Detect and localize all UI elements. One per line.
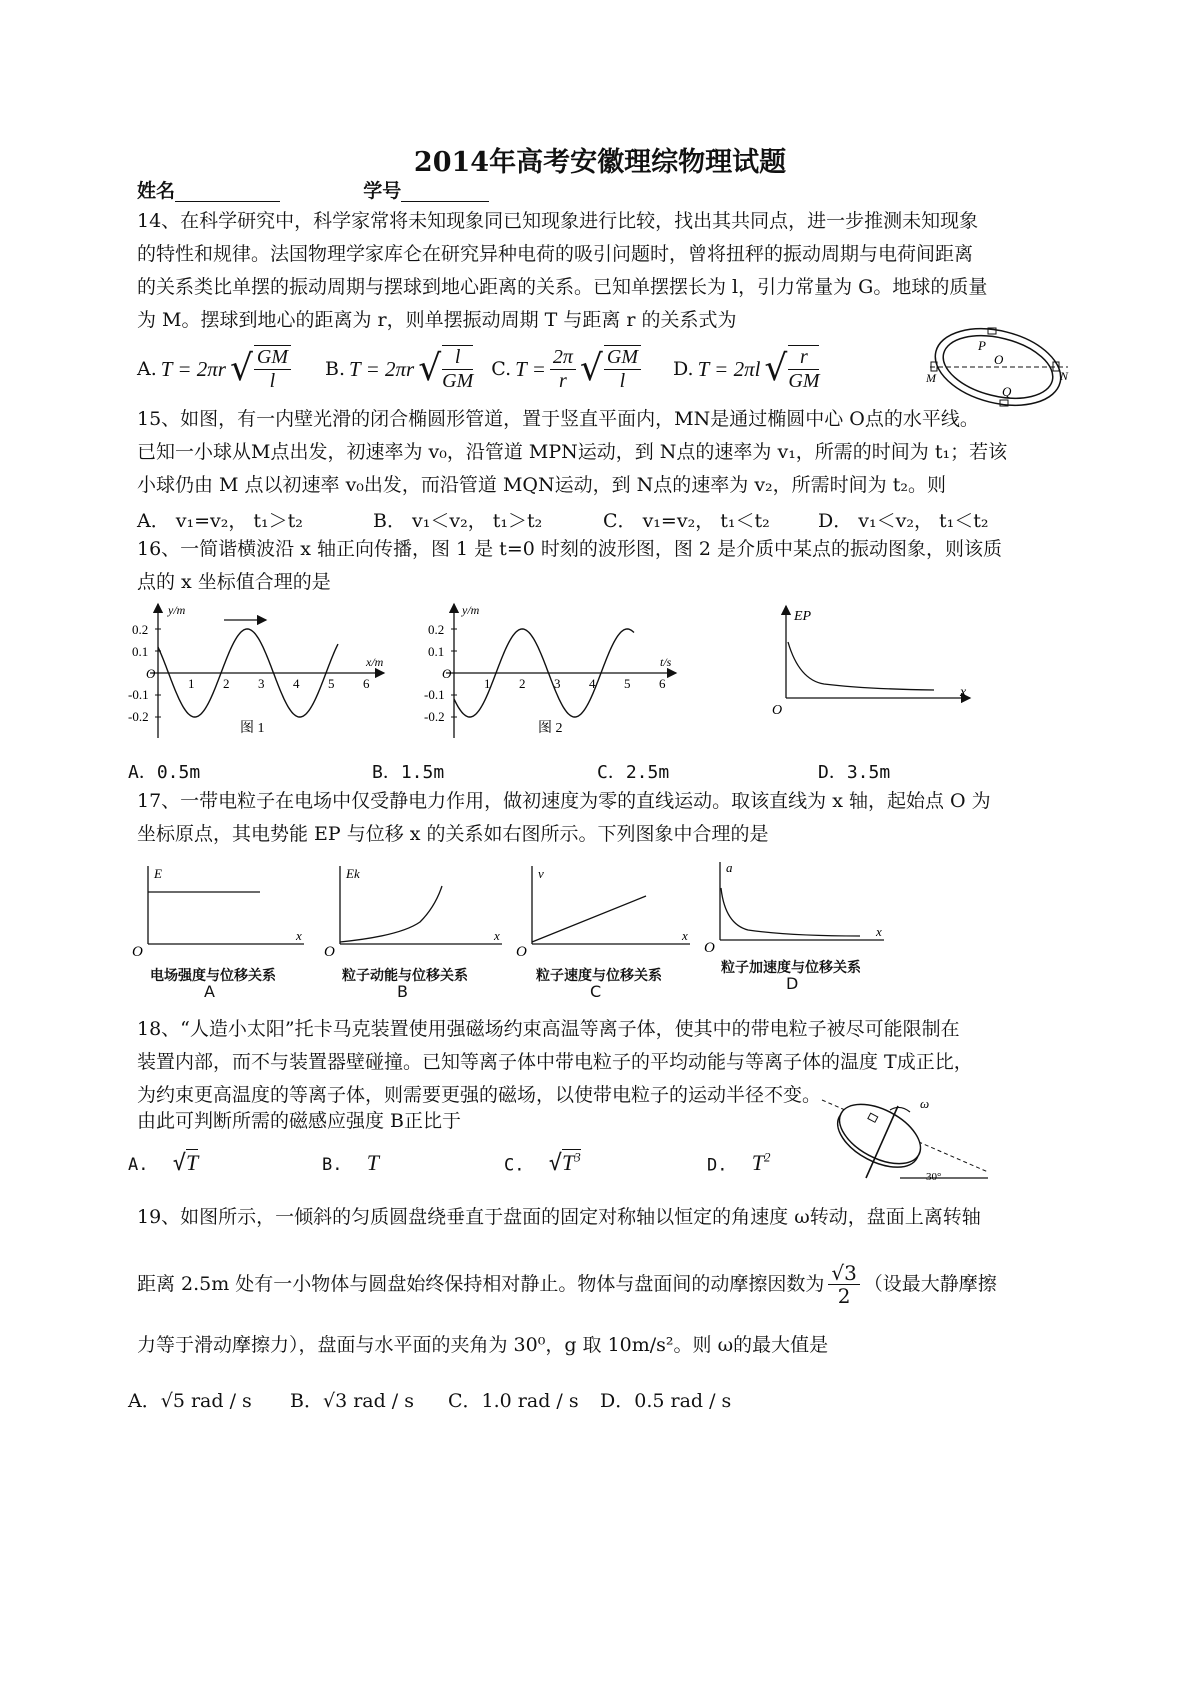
- student-info: [137, 180, 489, 202]
- fig1-xtick: 3: [258, 676, 265, 691]
- fig1-xtick: 4: [293, 676, 300, 691]
- q14-line-1: 14、在科学研究中，科学家常将未知现象同已知现象进行比较，找出其共同点，进一步推测未知现象: [137, 210, 979, 232]
- q14-line-3: 的关系类比单摆的振动周期与摆球到地心距离的关系。已知单摆摆长为 l，引力常量为 G。地球的质量: [137, 276, 988, 298]
- fig2-ytick: 0.2: [428, 622, 445, 637]
- fig1-ytick: -0.2: [128, 709, 149, 724]
- fig2-xtick: 1: [484, 676, 491, 691]
- q15-option-c: C． v₁=v₂， t₁＜t₂: [603, 510, 770, 532]
- fig-label-o: O: [994, 352, 1004, 367]
- fig1-ytick: -0.1: [128, 687, 149, 702]
- graph-ek-x: [320, 862, 510, 962]
- fig2-caption: 图 2: [538, 721, 563, 736]
- fig2-xtick: 5: [624, 676, 631, 691]
- q14-line-2: 的特性和规律。法国物理学家库仑在研究异种电荷的吸引问题时，曾将扭秤的振动周期与电荷间距离: [137, 243, 974, 265]
- fig1-xlabel: x/m: [366, 655, 384, 669]
- fig2-ylabel: y/m: [462, 603, 480, 617]
- fig2-ytick: -0.2: [424, 709, 445, 724]
- fig2-xtick: 3: [554, 676, 561, 691]
- q15-line-1: 15、如图，有一内壁光滑的闭合椭圆形管道，置于竖直平面内，MN是通过椭圆中心 O点的水平线。: [137, 408, 979, 430]
- q18-option-a: A. √T: [128, 1150, 199, 1176]
- angle-label: 30°: [926, 1171, 942, 1183]
- id-blank[interactable]: [401, 183, 489, 202]
- wave-graph-fig1: [128, 598, 390, 748]
- graph-a-origin: O: [132, 944, 143, 960]
- q18-line-4: 由此可判断所需的磁感应强度 B正比于: [137, 1110, 462, 1132]
- ep-x-graph: [764, 600, 984, 730]
- graph-b-origin: O: [324, 944, 335, 960]
- q14-c-lhs: T =: [515, 356, 546, 381]
- fig1-ylabel: y/m: [168, 603, 186, 617]
- q14-d-label: D.: [672, 358, 694, 380]
- q15-option-d: D． v₁＜v₂， t₁＜t₂: [818, 510, 989, 532]
- q15-option-b: B． v₁＜v₂， t₁＞t₂: [373, 510, 543, 532]
- q15-line-2: 已知一小球从M点出发，初速率为 v₀，沿管道 MPN运动，到 N点的速率为 v₁，所需的时间为 t₁；若该: [137, 441, 1008, 463]
- q14-c-label: C.: [491, 358, 512, 380]
- fig-label-q: Q: [1002, 384, 1012, 399]
- graph-d-ylabel: a: [726, 860, 733, 875]
- graph-b-letter: B: [397, 982, 408, 1001]
- graph-d-xlabel: x: [876, 924, 882, 939]
- page-title: 2014年高考安徽理综物理试题: [413, 147, 787, 178]
- graph-d-letter: D: [786, 974, 799, 993]
- fig1-ytick: 0.2: [132, 622, 149, 637]
- fig2-xlabel: t/s: [660, 655, 672, 669]
- graph-c-xlabel: x: [682, 928, 688, 943]
- fig1-xtick: 2: [223, 676, 230, 691]
- ep-ylabel: EP: [794, 609, 812, 624]
- q16-option-c: C．2.5m: [597, 762, 670, 783]
- graph-c-caption: 粒子速度与位移关系: [536, 968, 662, 984]
- q16-line-2: 点的 x 坐标值合理的是: [137, 571, 331, 593]
- graph-a-x: [700, 858, 890, 958]
- graph-b-ylabel: Ek: [346, 866, 360, 881]
- q19-option-c: C．1.0 rad / s: [448, 1390, 579, 1412]
- vibration-graph-fig2: [410, 598, 680, 748]
- fig2-ytick: -0.1: [424, 687, 445, 702]
- graph-b-xlabel: x: [494, 928, 500, 943]
- q19-option-d: D．0.5 rad / s: [600, 1390, 732, 1412]
- q19-line-1: 19、如图所示，一倾斜的匀质圆盘绕垂直于盘面的固定对称轴以恒定的角速度 ω转动，盘面上离转轴: [137, 1206, 981, 1228]
- q19-line-3: 力等于滑动摩擦力），盘面与水平面的夹角为 30⁰，g 取 10m/s²。则 ω的最大值是: [137, 1334, 829, 1356]
- graph-a-caption: 电场强度与位移关系: [150, 968, 276, 984]
- q14-a-label: A.: [137, 358, 157, 380]
- q15-line-3: 小球仍由 M 点以初速率 v₀出发，而沿管道 MQN运动，到 N点的速率为 v₂，所需时间为 t₂。则: [137, 474, 946, 496]
- fig-label-m: M: [926, 371, 936, 385]
- omega-label: ω: [920, 1096, 930, 1111]
- q17-line-2: 坐标原点，其电势能 EP 与位移 x 的关系如右图所示。下列图象中合理的是: [137, 823, 769, 845]
- ep-origin: O: [772, 703, 783, 718]
- fig1-xtick: 1: [188, 676, 195, 691]
- q14-d-radicand: $\frac{r}{GM}$: [788, 346, 820, 392]
- q18-option-b: B. T: [322, 1150, 379, 1175]
- q14-b-lhs: T = 2πr: [349, 356, 415, 381]
- graph-v-x: [512, 862, 697, 962]
- fig-label-p: P: [978, 338, 986, 353]
- q16-option-a: A．0.5m: [128, 762, 201, 783]
- q17-line-1: 17、一带电粒子在电场中仅受静电力作用，做初速度为零的直线运动。取该直线为 x 轴，起始点 O 为: [137, 790, 991, 812]
- id-label: 学号: [363, 180, 402, 202]
- fig1-xtick: 5: [328, 676, 335, 691]
- q18-option-d: D. $T^2$: [707, 1150, 771, 1176]
- q14-options: A. T = 2πr √ $\frac{GM}{l}$ B. T = 2πr √ $\frac{l}{GM}$ C. T = $\frac{2\pi}{r}$ √ $\frac{GM}{l}$ D. T = 2πl √ $\frac{r}{GM}$: [137, 345, 820, 392]
- fig2-xtick: 6: [659, 676, 666, 691]
- q14-a-radicand: $\frac{GM}{l}$: [254, 345, 291, 393]
- q16-option-d: D．3.5m: [818, 762, 891, 783]
- q15-option-a: A． v₁=v₂， t₁＞t₂: [137, 510, 303, 532]
- fig1-origin: O: [146, 666, 156, 681]
- graph-c-ylabel: v: [538, 866, 544, 881]
- q19-line-2: [137, 1256, 997, 1312]
- graph-e-x: [128, 862, 308, 962]
- q16-line-1: 16、一简谐横波沿 x 轴正向传播，图 1 是 t=0 时刻的波形图，图 2 是介质中某点的振动图象，则该质: [137, 538, 1003, 560]
- fig2-ytick: 0.1: [428, 644, 445, 659]
- q18-line-1: 18、“人造小太阳”托卡马克装置使用强磁场约束高温等离子体，使其中的带电粒子被尽可能限制在: [137, 1018, 960, 1040]
- graph-d-caption: 粒子加速度与位移关系: [721, 960, 861, 976]
- graph-a-ylabel: E: [154, 866, 162, 881]
- q14-b-label: B.: [325, 358, 346, 380]
- q16-option-b: B．1.5m: [372, 762, 445, 783]
- q19-line-2-text: 距离 2.5m 处有一小物体与圆盘始终保持相对静止。物体与盘面间的动摩擦因数为: [137, 1273, 825, 1295]
- q14-d-lhs: T = 2πl: [697, 356, 761, 381]
- q19-line-2-tail: （设最大静摩擦: [863, 1273, 997, 1295]
- fig2-xtick: 4: [589, 676, 596, 691]
- ellipse-tube-figure: [928, 322, 1068, 412]
- q14-c-radicand: $\frac{GM}{l}$: [604, 345, 641, 393]
- graph-b-caption: 粒子动能与位移关系: [342, 968, 468, 984]
- q19-mu-fraction: $\frac{√3}{2}$: [828, 1262, 859, 1307]
- graph-d-origin: O: [704, 940, 715, 956]
- q19-option-a: A．√5 rad / s: [128, 1390, 252, 1412]
- fig1-ytick: 0.1: [132, 644, 149, 659]
- q14-c-frac: $\frac{2\pi}{r}$: [550, 346, 576, 393]
- ep-xlabel: x: [960, 685, 967, 700]
- name-label: 姓名: [137, 180, 176, 202]
- fig1-xtick: 6: [363, 676, 370, 691]
- tilted-disc-figure: [820, 1094, 990, 1184]
- graph-c-letter: C: [590, 982, 602, 1001]
- graph-a-xlabel: x: [296, 928, 302, 943]
- name-blank[interactable]: [175, 183, 280, 202]
- fig-label-n: N: [1060, 369, 1069, 383]
- fig2-xtick: 2: [519, 676, 526, 691]
- graph-a-letter: A: [204, 982, 215, 1001]
- q14-a-lhs: T = 2πr: [160, 356, 226, 381]
- fig1-caption: 图 1: [240, 721, 265, 736]
- graph-c-origin: O: [516, 944, 527, 960]
- fig2-origin: O: [442, 666, 452, 681]
- q19-option-b: B．√3 rad / s: [290, 1390, 415, 1412]
- q18-line-3: 为约束更高温度的等离子体，则需要更强的磁场，以使带电粒子的运动半径不变。: [137, 1084, 822, 1106]
- q14-line-4: 为 M。摆球到地心的距离为 r，则单摆振动周期 T 与距离 r 的关系式为: [137, 309, 737, 331]
- q18-option-c: C. $√T^3$: [504, 1150, 581, 1177]
- q18-line-2: 装置内部，而不与装置器壁碰撞。已知等离子体中带电粒子的平均动能与等离子体的温度 T成正比，: [137, 1051, 973, 1073]
- q14-b-radicand: $\frac{l}{GM}$: [442, 346, 474, 392]
